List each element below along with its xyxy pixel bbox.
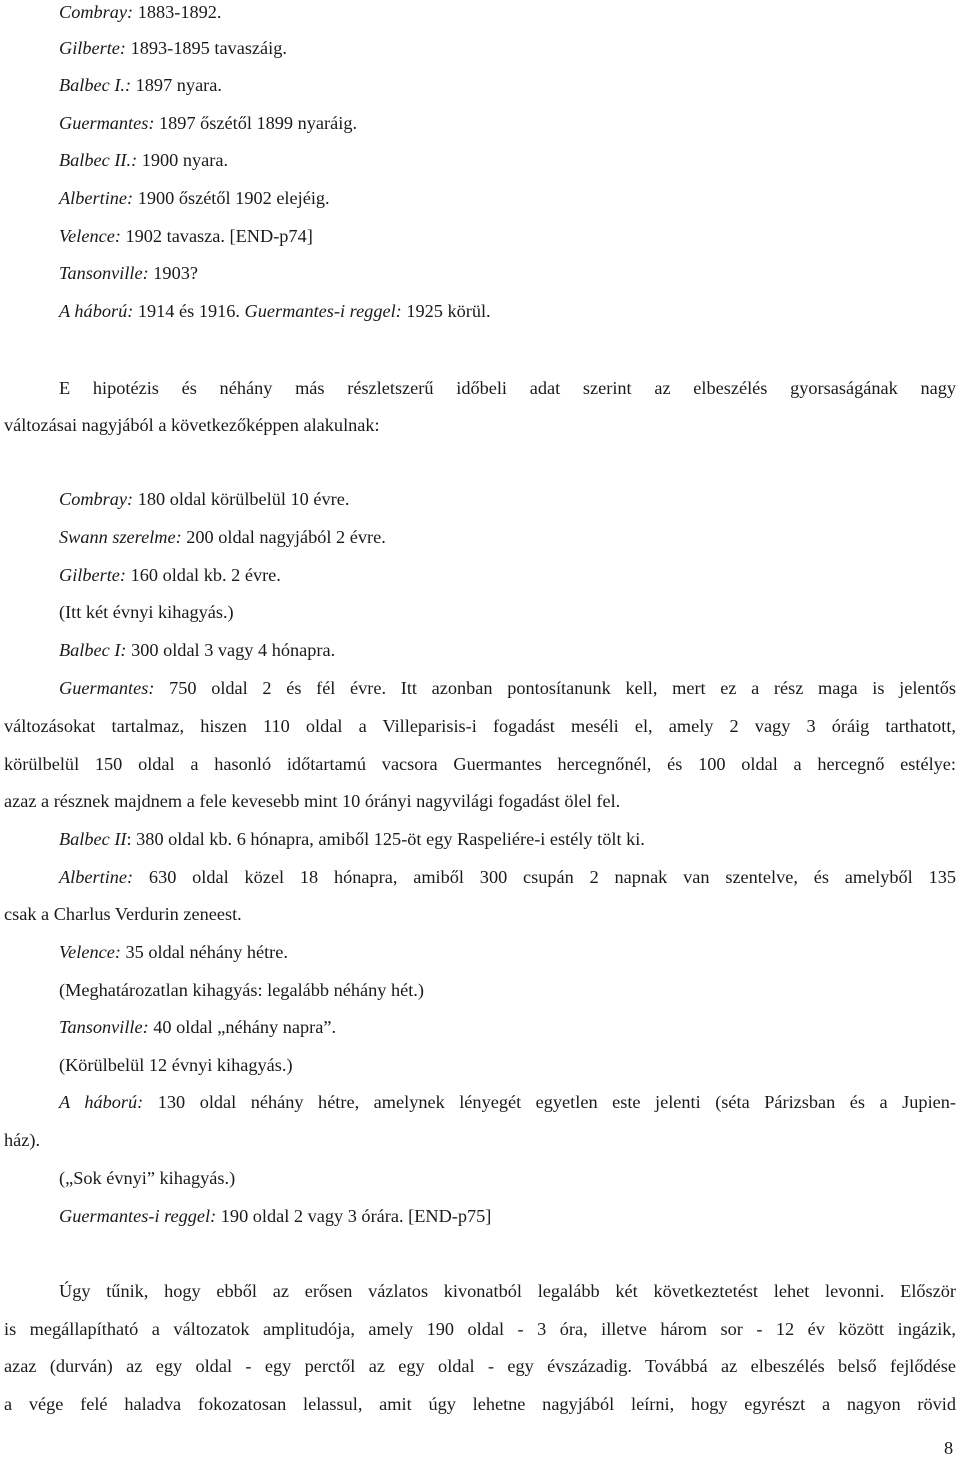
section-title: Guermantes-i reggel:	[244, 301, 402, 321]
intro-line: E hipotézis és néhány más részletszerű időbeli adat szerint az elbeszélés gyorsaságának nagy	[59, 378, 956, 398]
speed-text: (Körülbelül 12 évnyi kihagyás.)	[59, 1055, 293, 1075]
conclusion-line: is megállapítható a változatok amplitudója, amely 190 oldal - 3 óra, illetve három sor - 12 év között ingázik,	[4, 1319, 956, 1339]
section-title: Combray:	[59, 2, 134, 22]
timeline-item	[59, 187, 330, 209]
speed-text: 160 oldal kb. 2 évre.	[126, 565, 281, 585]
section-title: Combray:	[59, 489, 134, 509]
speed-item	[59, 526, 386, 548]
section-dates: 1897 nyara.	[131, 75, 222, 95]
timeline-item	[59, 149, 228, 171]
speed-item	[59, 1054, 293, 1076]
timeline-item	[59, 74, 222, 96]
albertine-line: csak a Charlus Verdurin zeneest.	[4, 904, 242, 924]
speed-item	[59, 1016, 336, 1038]
haboru-line	[59, 1091, 956, 1113]
section-title: Balbec I.:	[59, 75, 132, 95]
section-title: Guermantes:	[59, 678, 155, 698]
section-title: Guermantes:	[59, 113, 155, 133]
speed-text: 190 oldal 2 vagy 3 órára. [END-p75]	[216, 1206, 492, 1226]
speed-item	[59, 639, 335, 661]
section-dates: 1925 körül.	[401, 301, 491, 321]
speed-item	[59, 488, 349, 510]
section-title: Velence:	[59, 226, 121, 246]
speed-text: 180 oldal körülbelül 10 évre.	[133, 489, 350, 509]
section-dates: 1902 tavasza. [END-p74]	[120, 226, 313, 246]
speed-text: („Sok évnyi” kihagyás.)	[59, 1168, 236, 1188]
speed-item	[59, 828, 645, 850]
section-title: A háború:	[59, 301, 134, 321]
section-title: Swann szerelme:	[59, 527, 182, 547]
speed-text: (Meghatározatlan kihagyás: legalább néhány hét.)	[59, 980, 424, 1000]
section-dates: 1883-1892.	[133, 2, 222, 22]
conclusion-line: Úgy tűnik, hogy ebből az erősen vázlatos kivonatból legalább két következtetést lehet levonni. Először	[59, 1281, 956, 1301]
guermantes-line	[59, 677, 956, 699]
section-title: Balbec II.:	[59, 150, 138, 170]
speed-text: 35 oldal néhány hétre.	[120, 942, 288, 962]
section-title: Velence:	[59, 942, 121, 962]
speed-text: 300 oldal 3 vagy 4 hónapra.	[126, 640, 336, 660]
speed-text: 40 oldal „néhány napra”.	[148, 1017, 337, 1037]
speed-item	[59, 1167, 235, 1189]
conclusion-line: a vége felé haladva fokozatosan lelassul, amit úgy lehetne nagyjából leírni, hogy egyrészt a nagyon rövid	[4, 1394, 956, 1414]
section-title: Tansonville:	[59, 263, 149, 283]
speed-text: (Itt két évnyi kihagyás.)	[59, 602, 234, 622]
section-title: A háború:	[59, 1092, 144, 1112]
speed-item	[59, 601, 234, 623]
speed-text: 750 oldal 2 és fél évre. Itt azonban pontosítanunk kell, mert ez a rész maga is jelentős	[154, 678, 956, 698]
speed-text: 200 oldal nagyjából 2 évre.	[181, 527, 386, 547]
timeline-item	[59, 262, 198, 284]
conclusion-line: azaz (durván) az egy oldal - egy perctől az egy oldal - egy évszázadig. Továbbá az elbeszélés belső fejlődése	[4, 1356, 956, 1376]
haboru-line: ház).	[4, 1130, 41, 1150]
page-number: 8	[944, 1438, 954, 1458]
section-title: Gilberte:	[59, 38, 127, 58]
speed-text: : 380 oldal kb. 6 hónapra, amiből 125-öt egy Raspeliére-i estély tölt ki.	[126, 829, 645, 849]
section-dates: 1893-1895 tavaszáig.	[126, 38, 287, 58]
section-title: Albertine:	[59, 867, 134, 887]
section-dates: 1897 őszétől 1899 nyaráig.	[154, 113, 358, 133]
section-title: Gilberte:	[59, 565, 127, 585]
speed-item	[59, 979, 424, 1001]
guermantes-line: körülbelül 150 oldal a hasonló időtartamú vacsora Guermantes hercegnőnél, és 100 oldal a hercegnő estélye:	[4, 754, 956, 774]
section-dates: 1900 nyara.	[137, 150, 229, 170]
guermantes-line: változásokat tartalmaz, hiszen 110 oldal a Villeparisis-i fogadást meséli el, amely 2 vagy 3 óráig tarthatott,	[4, 716, 956, 736]
timeline-item	[59, 1, 222, 23]
section-title: Albertine:	[59, 188, 134, 208]
section-title: Tansonville:	[59, 1017, 149, 1037]
timeline-item	[59, 37, 287, 59]
timeline-item	[59, 225, 313, 247]
section-title: Balbec II	[59, 829, 127, 849]
albertine-line	[59, 866, 956, 888]
speed-item	[59, 1205, 491, 1227]
section-dates: 1914 és 1916.	[133, 301, 245, 321]
section-title: Guermantes-i reggel:	[59, 1206, 217, 1226]
section-title: Balbec I:	[59, 640, 127, 660]
speed-text: 630 oldal közel 18 hónapra, amiből 300 csupán 2 napnak van szentelve, és amelyből 135	[133, 867, 956, 887]
speed-item	[59, 564, 281, 586]
speed-item	[59, 941, 288, 963]
timeline-item	[59, 112, 357, 134]
timeline-item	[59, 300, 491, 322]
section-dates: 1903?	[148, 263, 198, 283]
guermantes-line: azaz a résznek majdnem a fele kevesebb mint 10 órányi nagyvilági fogadást ölel fel.	[4, 791, 621, 811]
intro-line: változásai nagyjából a következőképpen alakulnak:	[4, 415, 380, 435]
speed-text: 130 oldal néhány hétre, amelynek lényegét egyetlen este jelenti (séta Párizsban és a Jupien-	[143, 1092, 956, 1112]
section-dates: 1900 őszétől 1902 elejéig.	[133, 188, 330, 208]
